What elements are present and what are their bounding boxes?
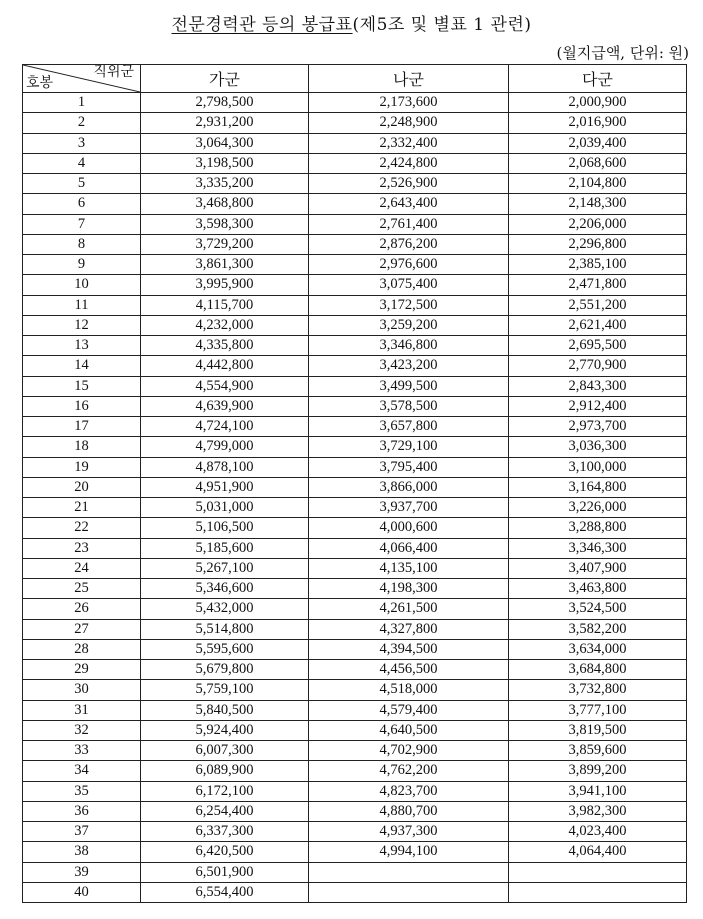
salary-cell-da: 3,582,200	[509, 619, 687, 639]
salary-cell-ga: 5,432,000	[141, 599, 309, 619]
salary-cell-na: 2,173,600	[309, 93, 509, 113]
salary-cell-ga: 4,878,100	[141, 457, 309, 477]
salary-cell-ga: 6,007,300	[141, 741, 309, 761]
table-row	[23, 275, 687, 295]
salary-cell-ga: 4,724,100	[141, 417, 309, 437]
salary-cell-na	[309, 882, 509, 902]
salary-cell-ga: 3,861,300	[141, 255, 309, 275]
step-cell: 11	[23, 295, 141, 315]
salary-cell-na: 4,394,500	[309, 639, 509, 659]
salary-cell-ga: 6,254,400	[141, 801, 309, 821]
salary-cell-na: 3,657,800	[309, 417, 509, 437]
salary-cell-na: 2,424,800	[309, 153, 509, 173]
table-row	[23, 396, 687, 416]
salary-cell-na: 3,578,500	[309, 396, 509, 416]
table-row	[23, 538, 687, 558]
step-cell: 26	[23, 599, 141, 619]
step-cell: 21	[23, 498, 141, 518]
step-cell: 15	[23, 376, 141, 396]
title-main: 전문경력관 등의 봉급표	[171, 15, 353, 35]
step-cell: 8	[23, 234, 141, 254]
step-cell: 19	[23, 457, 141, 477]
salary-cell-na: 3,423,200	[309, 356, 509, 376]
salary-cell-da: 3,288,800	[509, 518, 687, 538]
step-cell: 37	[23, 822, 141, 842]
table-row	[23, 113, 687, 133]
salary-cell-na: 4,880,700	[309, 801, 509, 821]
table-row	[23, 639, 687, 659]
salary-cell-ga: 5,267,100	[141, 558, 309, 578]
step-cell: 20	[23, 477, 141, 497]
table-row	[23, 376, 687, 396]
step-cell: 30	[23, 680, 141, 700]
salary-cell-na: 2,643,400	[309, 194, 509, 214]
step-cell: 27	[23, 619, 141, 639]
table-row	[23, 741, 687, 761]
salary-cell-da: 3,684,800	[509, 660, 687, 680]
title-suffix: (제5조 및 별표 1 관련)	[352, 15, 532, 35]
table-row	[23, 862, 687, 882]
salary-cell-na: 2,876,200	[309, 234, 509, 254]
table-row	[23, 194, 687, 214]
salary-cell-na: 4,702,900	[309, 741, 509, 761]
salary-cell-da: 2,148,300	[509, 194, 687, 214]
salary-cell-ga: 4,232,000	[141, 315, 309, 335]
table-row	[23, 619, 687, 639]
step-cell: 5	[23, 174, 141, 194]
step-cell: 34	[23, 761, 141, 781]
salary-cell-da: 3,982,300	[509, 801, 687, 821]
salary-cell-ga: 6,420,500	[141, 842, 309, 862]
salary-cell-ga: 6,554,400	[141, 882, 309, 902]
column-header-da: 다군	[509, 65, 687, 93]
salary-cell-ga: 4,115,700	[141, 295, 309, 315]
salary-cell-ga: 5,031,000	[141, 498, 309, 518]
step-cell: 33	[23, 741, 141, 761]
step-cell: 14	[23, 356, 141, 376]
salary-cell-da: 3,524,500	[509, 599, 687, 619]
salary-cell-ga: 3,468,800	[141, 194, 309, 214]
salary-cell-da: 2,016,900	[509, 113, 687, 133]
salary-cell-ga: 3,729,200	[141, 234, 309, 254]
salary-cell-ga: 4,335,800	[141, 336, 309, 356]
salary-cell-da: 2,843,300	[509, 376, 687, 396]
salary-cell-ga: 5,595,600	[141, 639, 309, 659]
table-row	[23, 457, 687, 477]
table-row	[23, 214, 687, 234]
salary-cell-da: 2,385,100	[509, 255, 687, 275]
salary-cell-ga: 4,799,000	[141, 437, 309, 457]
step-cell: 17	[23, 417, 141, 437]
salary-cell-ga: 4,554,900	[141, 376, 309, 396]
table-row	[23, 882, 687, 902]
step-cell: 1	[23, 93, 141, 113]
salary-cell-na: 2,761,400	[309, 214, 509, 234]
salary-cell-ga: 6,172,100	[141, 781, 309, 801]
salary-cell-ga: 6,089,900	[141, 761, 309, 781]
step-cell: 25	[23, 579, 141, 599]
unit-note: (월지급액, 단위: 원)	[556, 44, 689, 62]
salary-cell-na: 4,261,500	[309, 599, 509, 619]
step-cell: 38	[23, 842, 141, 862]
table-row	[23, 660, 687, 680]
salary-cell-ga: 5,514,800	[141, 619, 309, 639]
salary-cell-da: 2,973,700	[509, 417, 687, 437]
table-row	[23, 315, 687, 335]
salary-cell-da: 2,206,000	[509, 214, 687, 234]
salary-cell-da: 3,346,300	[509, 538, 687, 558]
salary-cell-da: 3,634,000	[509, 639, 687, 659]
salary-cell-da: 3,899,200	[509, 761, 687, 781]
salary-cell-ga: 4,951,900	[141, 477, 309, 497]
step-cell: 36	[23, 801, 141, 821]
step-cell: 32	[23, 720, 141, 740]
step-cell: 7	[23, 214, 141, 234]
salary-cell-na: 4,135,100	[309, 558, 509, 578]
salary-cell-da: 3,463,800	[509, 579, 687, 599]
table-row	[23, 234, 687, 254]
step-cell: 12	[23, 315, 141, 335]
salary-cell-na: 3,346,800	[309, 336, 509, 356]
table-row	[23, 801, 687, 821]
table-row	[23, 579, 687, 599]
salary-cell-da: 3,777,100	[509, 700, 687, 720]
table-row	[23, 356, 687, 376]
table-row	[23, 558, 687, 578]
salary-cell-ga: 2,931,200	[141, 113, 309, 133]
salary-cell-ga: 2,798,500	[141, 93, 309, 113]
table-row	[23, 680, 687, 700]
salary-cell-da: 3,226,000	[509, 498, 687, 518]
salary-cell-na: 2,526,900	[309, 174, 509, 194]
salary-cell-ga: 3,064,300	[141, 133, 309, 153]
salary-cell-na: 4,823,700	[309, 781, 509, 801]
step-cell: 4	[23, 153, 141, 173]
salary-cell-ga: 3,598,300	[141, 214, 309, 234]
salary-cell-da	[509, 882, 687, 902]
salary-cell-da: 3,941,100	[509, 781, 687, 801]
step-cell: 31	[23, 700, 141, 720]
step-cell: 29	[23, 660, 141, 680]
step-cell: 16	[23, 396, 141, 416]
salary-cell-da: 2,770,900	[509, 356, 687, 376]
salary-cell-na: 4,762,200	[309, 761, 509, 781]
salary-table	[22, 64, 687, 903]
table-row	[23, 842, 687, 862]
salary-cell-da: 2,621,400	[509, 315, 687, 335]
salary-cell-na: 3,075,400	[309, 275, 509, 295]
salary-cell-ga: 3,198,500	[141, 153, 309, 173]
salary-cell-na: 3,499,500	[309, 376, 509, 396]
table-row	[23, 174, 687, 194]
step-cell: 40	[23, 882, 141, 902]
table-row	[23, 477, 687, 497]
table-row	[23, 417, 687, 437]
salary-cell-na: 4,579,400	[309, 700, 509, 720]
table-header-row	[23, 65, 687, 93]
salary-cell-ga: 6,337,300	[141, 822, 309, 842]
salary-cell-na: 2,976,600	[309, 255, 509, 275]
salary-cell-da: 2,068,600	[509, 153, 687, 173]
salary-cell-na: 2,332,400	[309, 133, 509, 153]
salary-cell-ga: 3,335,200	[141, 174, 309, 194]
salary-cell-ga: 5,346,600	[141, 579, 309, 599]
salary-cell-da: 2,912,400	[509, 396, 687, 416]
table-row	[23, 599, 687, 619]
column-header-na: 나군	[309, 65, 509, 93]
salary-cell-ga: 3,995,900	[141, 275, 309, 295]
salary-cell-da: 3,407,900	[509, 558, 687, 578]
table-row	[23, 133, 687, 153]
salary-cell-da: 3,732,800	[509, 680, 687, 700]
step-cell: 35	[23, 781, 141, 801]
salary-cell-ga: 5,106,500	[141, 518, 309, 538]
table-row	[23, 153, 687, 173]
salary-cell-ga: 6,501,900	[141, 862, 309, 882]
table-row	[23, 93, 687, 113]
salary-cell-na: 4,327,800	[309, 619, 509, 639]
salary-cell-na	[309, 862, 509, 882]
step-cell: 18	[23, 437, 141, 457]
salary-cell-na: 4,198,300	[309, 579, 509, 599]
salary-cell-na: 4,000,600	[309, 518, 509, 538]
salary-cell-da: 3,100,000	[509, 457, 687, 477]
step-cell: 24	[23, 558, 141, 578]
salary-cell-ga: 4,442,800	[141, 356, 309, 376]
corner-label-step: 호봉	[26, 76, 54, 91]
salary-cell-da	[509, 862, 687, 882]
column-header-ga: 가군	[141, 65, 309, 93]
table-row	[23, 336, 687, 356]
table-row	[23, 498, 687, 518]
salary-cell-da: 2,695,500	[509, 336, 687, 356]
table-row	[23, 437, 687, 457]
salary-cell-na: 3,937,700	[309, 498, 509, 518]
salary-cell-na: 3,729,100	[309, 437, 509, 457]
table-row	[23, 700, 687, 720]
document-title	[0, 10, 703, 35]
salary-cell-da: 3,164,800	[509, 477, 687, 497]
salary-cell-ga: 5,185,600	[141, 538, 309, 558]
salary-cell-da: 2,039,400	[509, 133, 687, 153]
salary-cell-na: 4,640,500	[309, 720, 509, 740]
step-cell: 28	[23, 639, 141, 659]
salary-cell-da: 3,859,600	[509, 741, 687, 761]
step-cell: 13	[23, 336, 141, 356]
salary-cell-ga: 5,759,100	[141, 680, 309, 700]
table-row	[23, 761, 687, 781]
salary-cell-da: 3,036,300	[509, 437, 687, 457]
salary-cell-da: 4,023,400	[509, 822, 687, 842]
table-row	[23, 518, 687, 538]
salary-cell-ga: 5,679,800	[141, 660, 309, 680]
step-cell: 22	[23, 518, 141, 538]
salary-cell-da: 2,551,200	[509, 295, 687, 315]
salary-cell-na: 4,994,100	[309, 842, 509, 862]
salary-cell-na: 2,248,900	[309, 113, 509, 133]
salary-cell-na: 4,456,500	[309, 660, 509, 680]
salary-cell-da: 2,104,800	[509, 174, 687, 194]
table-row	[23, 720, 687, 740]
step-cell: 39	[23, 862, 141, 882]
step-cell: 9	[23, 255, 141, 275]
salary-cell-na: 4,066,400	[309, 538, 509, 558]
table-row	[23, 295, 687, 315]
salary-cell-ga: 5,924,400	[141, 720, 309, 740]
step-cell: 10	[23, 275, 141, 295]
salary-cell-da: 2,471,800	[509, 275, 687, 295]
salary-cell-da: 3,819,500	[509, 720, 687, 740]
step-cell: 3	[23, 133, 141, 153]
salary-cell-na: 3,259,200	[309, 315, 509, 335]
salary-cell-ga: 4,639,900	[141, 396, 309, 416]
table-row	[23, 255, 687, 275]
salary-cell-ga: 5,840,500	[141, 700, 309, 720]
step-cell: 6	[23, 194, 141, 214]
table-row	[23, 822, 687, 842]
corner-label-position-group: 직위군	[93, 65, 134, 80]
salary-cell-na: 3,866,000	[309, 477, 509, 497]
salary-cell-na: 4,518,000	[309, 680, 509, 700]
step-cell: 23	[23, 538, 141, 558]
step-cell: 2	[23, 113, 141, 133]
salary-cell-na: 3,172,500	[309, 295, 509, 315]
salary-cell-da: 4,064,400	[509, 842, 687, 862]
salary-cell-da: 2,296,800	[509, 234, 687, 254]
salary-cell-na: 3,795,400	[309, 457, 509, 477]
salary-cell-da: 2,000,900	[509, 93, 687, 113]
table-row	[23, 781, 687, 801]
corner-header	[23, 65, 141, 93]
salary-cell-na: 4,937,300	[309, 822, 509, 842]
